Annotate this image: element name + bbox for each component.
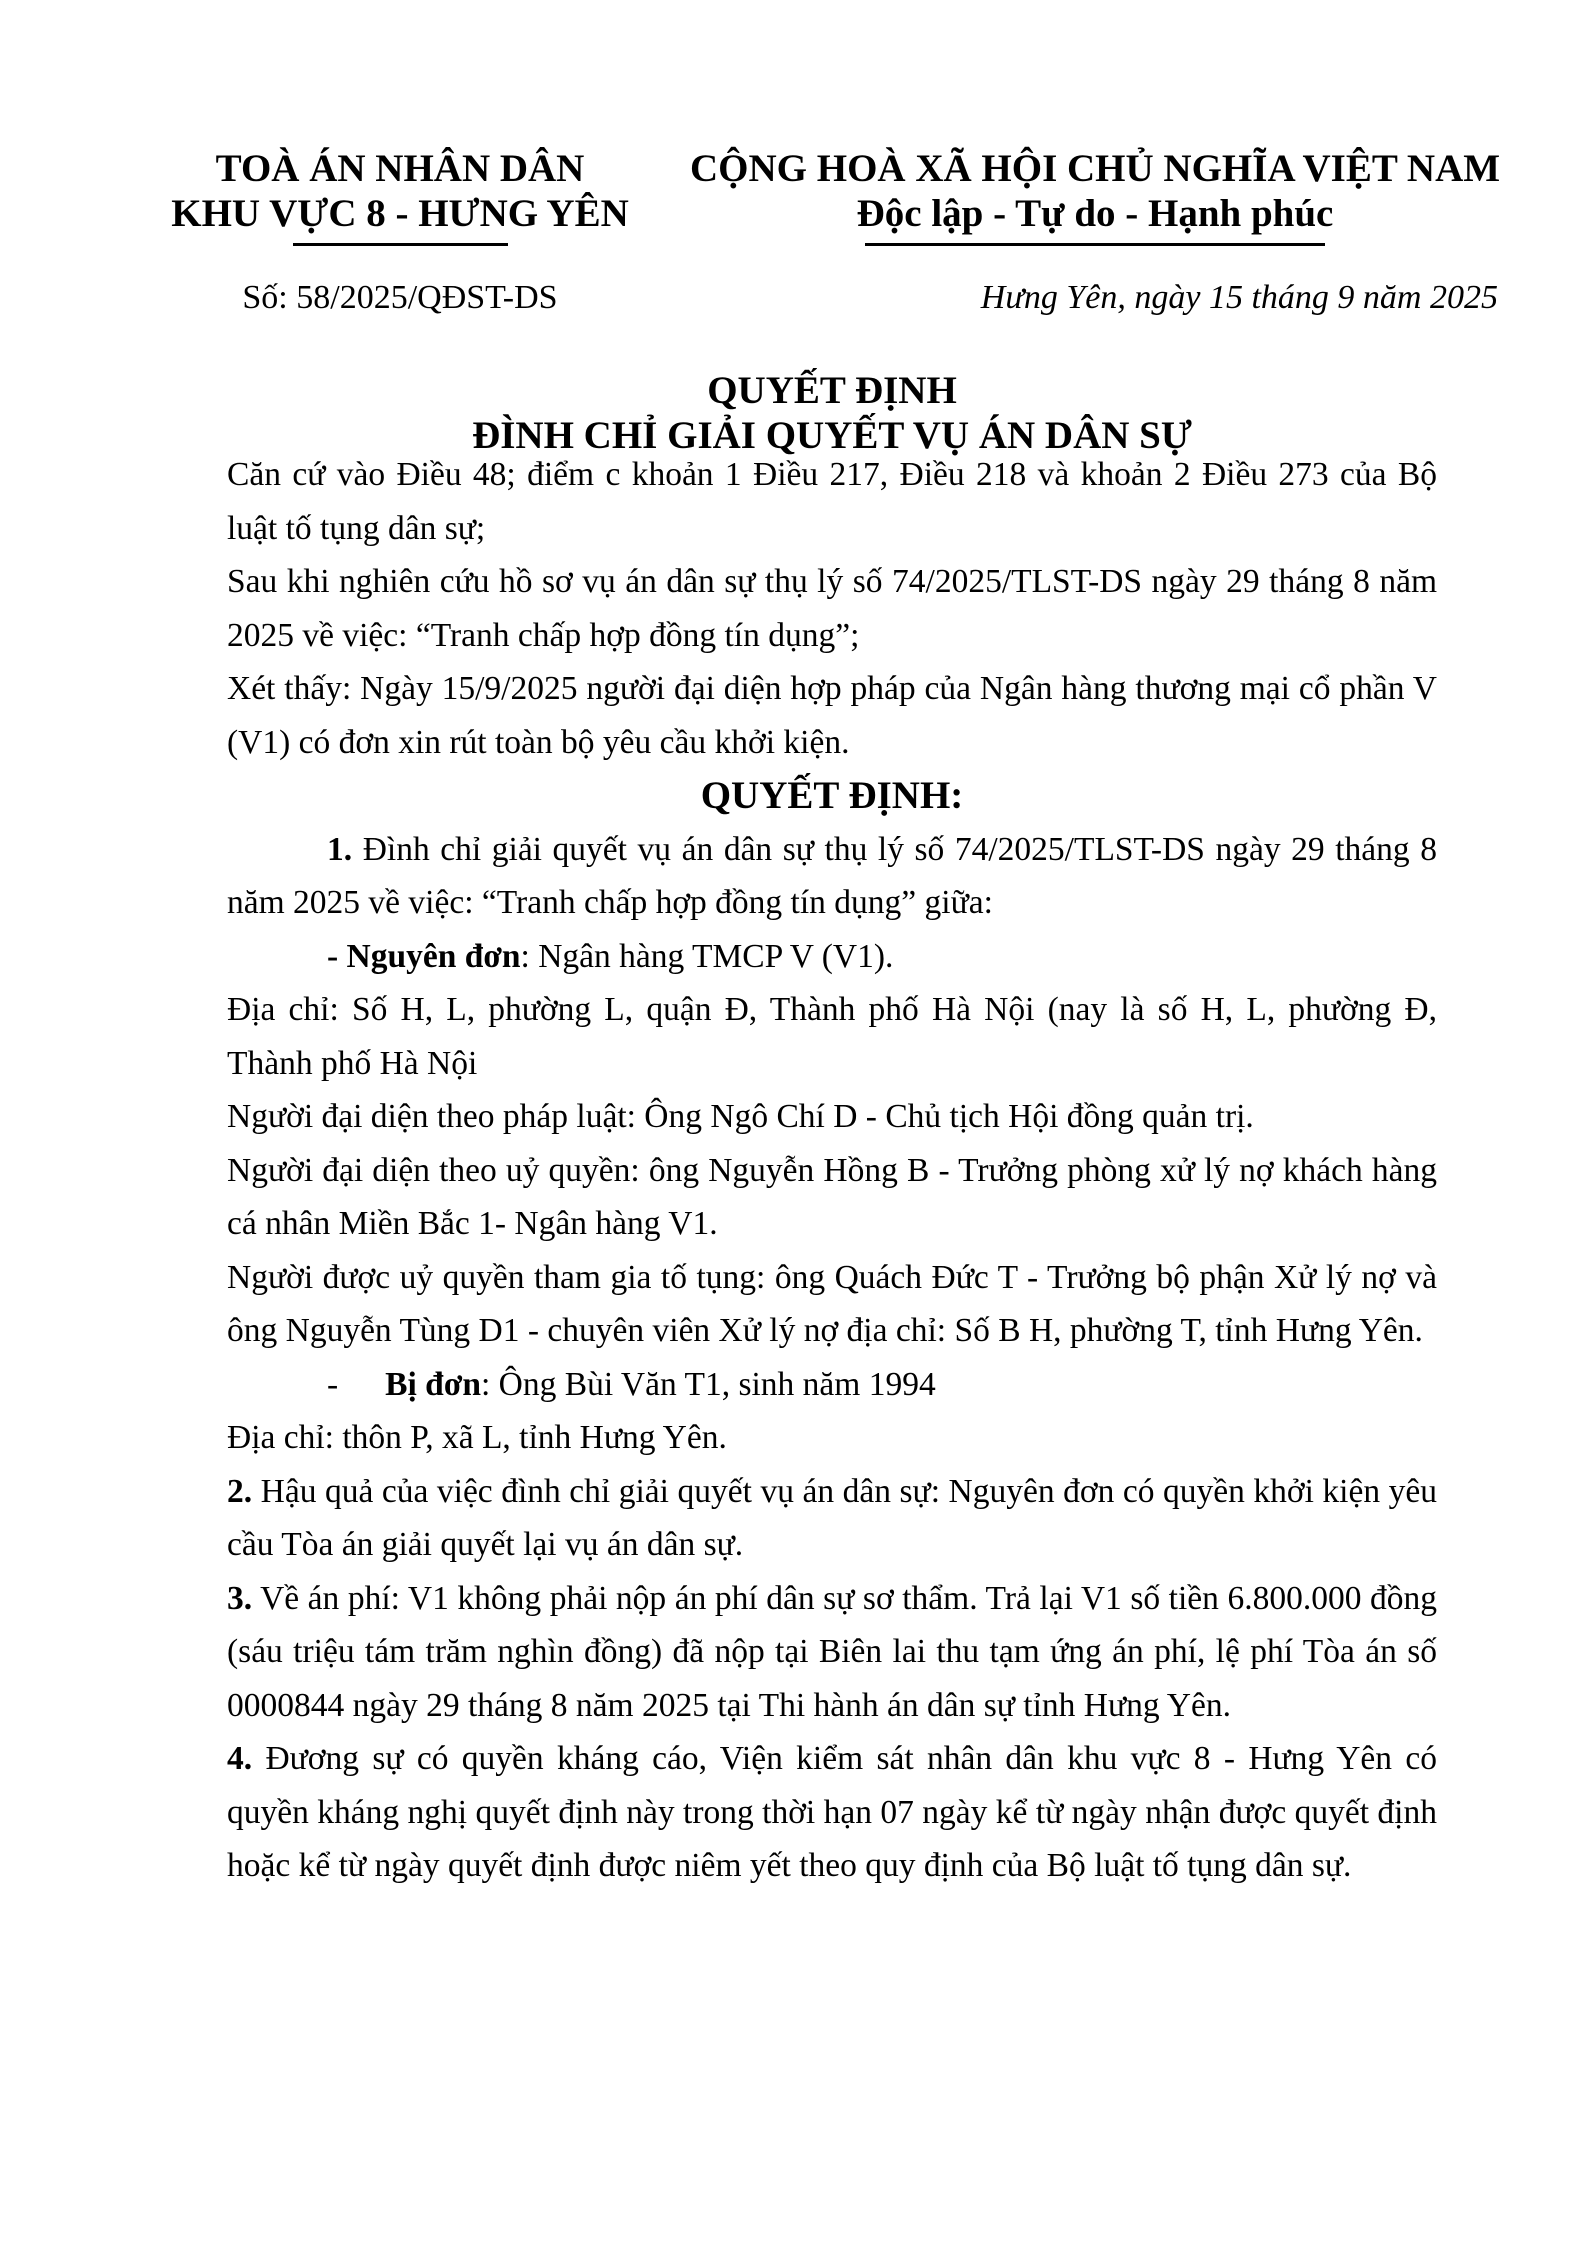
text-run: Xét thấy: Ngày 15/9/2025 người đại diện hợp pháp của Ngân hàng thương mại cổ phần V (V1) có đơn xin rút toàn bộ yêu cầu khởi kiện. [227, 670, 1437, 761]
paragraph-item-1 [227, 823, 1437, 930]
paragraph-defendant-address [227, 1411, 1437, 1465]
item-number: 4. [227, 1740, 253, 1777]
motto-line1: CỘNG HOÀ XÃ HỘI CHỦ NGHĨA VIỆT NAM [690, 147, 1501, 190]
text-run: Người được uỷ quyền tham gia tố tụng: ông Quách Đức T - Trưởng bộ phận Xử lý nợ và ông Nguyễn Tùng D1 - chuyên viên Xử lý nợ địa chỉ: Số B H, phường T, tỉnh Hưng Yên. [227, 1258, 1437, 1349]
court-name-line2: KHU VỰC 8 - HƯNG YÊN [171, 192, 629, 235]
paragraph-legal-basis [227, 448, 1437, 555]
paragraph-item-3 [227, 1572, 1437, 1733]
text-run: Địa chỉ: thôn P, xã L, tỉnh Hưng Yên. [227, 1419, 727, 1456]
item-number: 1. [327, 830, 353, 868]
text-run: Người đại diện theo uỷ quyền: ông Nguyễn Hồng B - Trưởng phòng xử lý nợ khách hàng cá nhân Miền Bắc 1- Ngân hàng V1. [227, 1151, 1437, 1242]
paragraph-plaintiff-address [227, 983, 1437, 1090]
text-run: Đình chỉ giải quyết vụ án dân sự thụ lý số 74/2025/TLST-DS ngày 29 tháng 8 năm 2025 về việc: “Tranh chấp hợp đồng tín dụng” giữa: [227, 830, 1437, 921]
text-run: Căn cứ vào Điều 48; điểm c khoản 1 Điều 217, Điều 218 và khoản 2 Điều 273 của Bộ luật tố tụng dân sự; [227, 456, 1437, 547]
motto-underline [865, 243, 1325, 246]
decision-heading: QUYẾT ĐỊNH: [700, 774, 964, 817]
item-number: 2. [227, 1472, 253, 1510]
text-run: Hậu quả của việc đình chỉ giải quyết vụ án dân sự: Nguyên đơn có quyền khởi kiện yêu cầu Tòa án giải quyết lại vụ án dân sự. [227, 1472, 1437, 1563]
text-run: Về án phí: V1 không phải nộp án phí dân sự sơ thẩm. Trả lại V1 số tiền 6.800.000 đồng (sáu triệu tám trăm nghìn đồng) đã nộp tại Biên lai thu tạm ứng án phí, lệ phí Tòa án số 0000844 ngày 29 tháng 8 năm 2025 tại Thi hành án dân sự tỉnh Hưng Yên. [227, 1579, 1437, 1724]
paragraph-case-review [227, 555, 1437, 662]
item-number: 3. [227, 1579, 253, 1617]
document-title-line1: QUYẾT ĐỊNH [707, 369, 957, 412]
paragraph-item-4 [227, 1732, 1437, 1893]
document-title-line2: ĐÌNH CHỈ GIẢI QUYẾT VỤ ÁN DÂN SỰ [472, 414, 1192, 457]
text-run: Đương sự có quyền kháng cáo, Viện kiểm sát nhân dân khu vực 8 - Hưng Yên có quyền kháng nghị quyết định này trong thời hạn 07 ngày kể từ ngày nhận được quyết định hoặc kể từ ngày quyết định được niêm yết theo quy định của Bộ luật tố tụng dân sự. [227, 1740, 1437, 1884]
document-title-block [227, 368, 1437, 458]
court-header-block [150, 146, 650, 318]
paragraph-plaintiff [227, 930, 1437, 984]
paragraph-item-2 [227, 1465, 1437, 1572]
place-date-line: Hưng Yên, ngày 15 tháng 9 năm 2025 [980, 279, 1498, 316]
document-body [227, 448, 1437, 1893]
national-motto-block [690, 146, 1500, 318]
plaintiff-label: - Nguyên đơn [327, 937, 521, 975]
motto-line2: Độc lập - Tự do - Hạnh phúc [856, 192, 1334, 235]
paragraph-findings [227, 662, 1437, 769]
court-name-line1: TOÀ ÁN NHÂN DÂN [215, 147, 585, 190]
text-run: Sau khi nghiên cứu hồ sơ vụ án dân sự thụ lý số 74/2025/TLST-DS ngày 29 tháng 8 năm 2025 về việc: “Tranh chấp hợp đồng tín dụng”; [227, 563, 1437, 654]
text-run: Người đại diện theo pháp luật: Ông Ngô Chí D - Chủ tịch Hội đồng quản trị. [227, 1098, 1254, 1135]
document-number: Số: 58/2025/QĐST-DS [242, 279, 558, 316]
text-run: : Ông Bùi Văn T1, sinh năm 1994 [481, 1365, 936, 1403]
paragraph-authorized-representative [227, 1144, 1437, 1251]
paragraph-defendant [227, 1358, 1437, 1412]
dash: - [327, 1365, 339, 1403]
text-run: : Ngân hàng TMCP V (V1). [520, 937, 894, 975]
court-header-underline [293, 243, 508, 246]
paragraph-legal-representative [227, 1090, 1437, 1144]
defendant-label: Bị đơn [385, 1365, 481, 1403]
text-run: Địa chỉ: Số H, L, phường L, quận Đ, Thành phố Hà Nội (nay là số H, L, phường Đ, Thành phố Hà Nội [227, 991, 1437, 1082]
paragraph-authorized-participant [227, 1251, 1437, 1358]
